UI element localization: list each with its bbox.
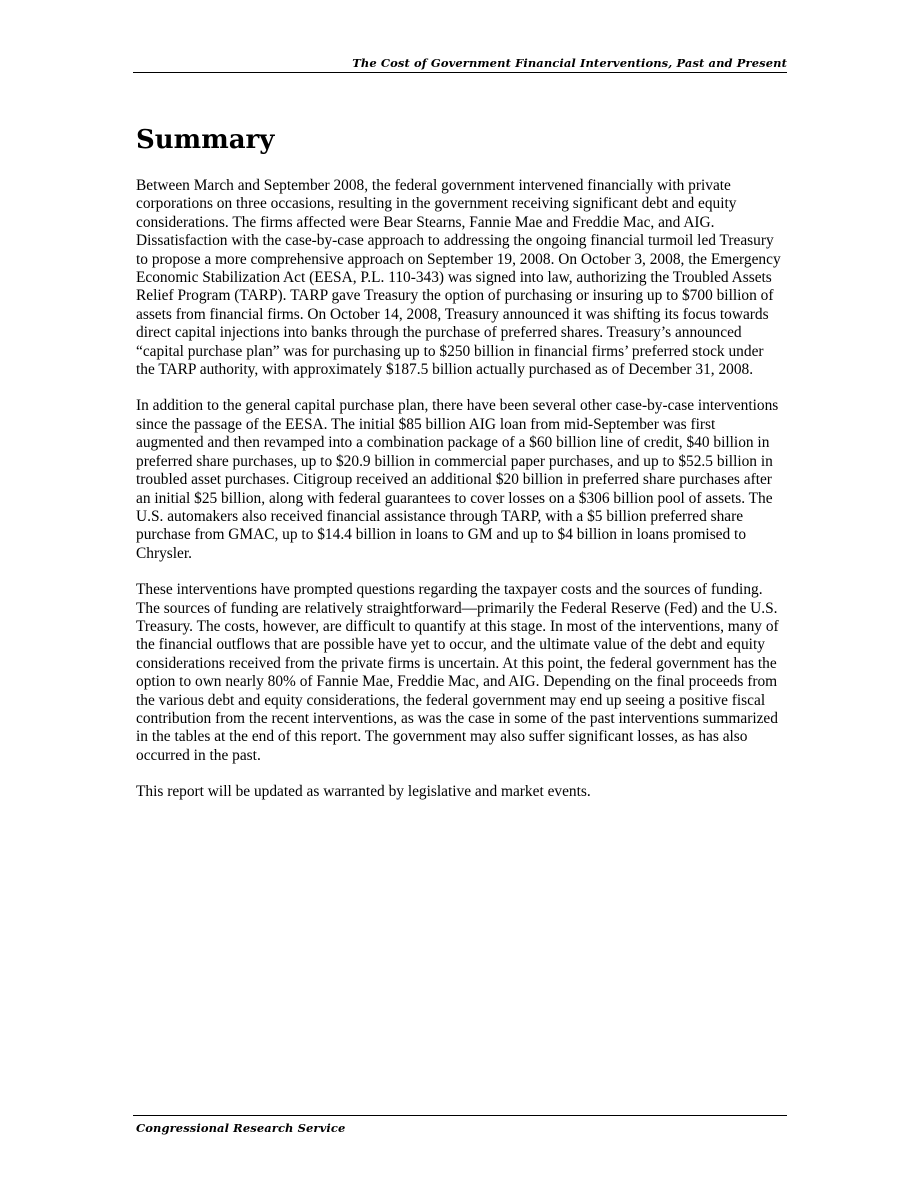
paragraph-4: This report will be updated as warranted by legislative and market events. <box>136 783 591 801</box>
page-title: Summary <box>136 125 275 155</box>
paragraph-2: In addition to the general capital purchase plan, there have been several other case-by-case interventions since the passage of the EESA. The initial $85 billion AIG loan from mid-September was first augmented and then revamped into a combination package of a $60 billion line of credit, $40 billion in preferred share purchases, up to $20.9 billion in commercial paper purchases, and up to $52.5 billion in troubled asset purchases. Citigroup received an additional $20 billion in preferred share purchases after an initial $25 billion, along with federal guarantees to cover losses on a $306 billion pool of assets. The U.S. automakers also received financial assistance through TARP, with a $5 billion preferred share purchase from GMAC, up to $14.4 billion in loans to GM and up to $4 billion in loans promised to Chrysler. <box>136 397 779 562</box>
running-footer-organization: Congressional Research Service <box>136 1121 346 1135</box>
paragraph-3: These interventions have prompted questions regarding the taxpayer costs and the sources of funding. The sources of funding are relatively straightforward—primarily the Federal Reserve (Fed) and the U.S. Treasury. The costs, however, are difficult to quantify at this stage. In most of the interventions, many of the financial outflows that are possible have yet to occur, and the ultimate value of the debt and equity considerations received from the private firms is uncertain. At this point, the federal government has the option to own nearly 80% of Fannie Mae, Freddie Mac, and AIG. Depending on the final proceeds from the various debt and equity considerations, the federal government may end up seeing a positive fiscal contribution from the recent interventions, as was the case in some of the past interventions summarized in the tables at the end of this report. The government may also suffer significant losses, as has also occurred in the past. <box>136 581 779 764</box>
footer-divider <box>133 1115 787 1116</box>
summary-body <box>136 177 786 820</box>
paragraph-1: Between March and September 2008, the federal government intervened financially with private corporations on three occasions, resulting in the government receiving significant debt and equity considerations. The firms affected were Bear Stearns, Fannie Mae and Freddie Mac, and AIG. Dissatisfaction with the case-by-case approach to addressing the ongoing financial turmoil led Treasury to propose a more comprehensive approach on September 19, 2008. On October 3, 2008, the Emergency Economic Stabilization Act (EESA, P.L. 110-343) was signed into law, authorizing the Troubled Assets Relief Program (TARP). TARP gave Treasury the option of purchasing or insuring up to $700 billion of assets from financial firms. On October 14, 2008, Treasury announced it was shifting its focus towards direct capital injections into banks through the purchase of preferred shares. Treasury’s announced “capital purchase plan” was for purchasing up to $250 billion in financial firms’ preferred stock under the TARP authority, with approximately $187.5 billion actually purchased as of December 31, 2008. <box>136 177 781 379</box>
running-header-title: The Cost of Government Financial Interventions, Past and Present <box>352 56 787 70</box>
header-divider <box>133 72 787 73</box>
